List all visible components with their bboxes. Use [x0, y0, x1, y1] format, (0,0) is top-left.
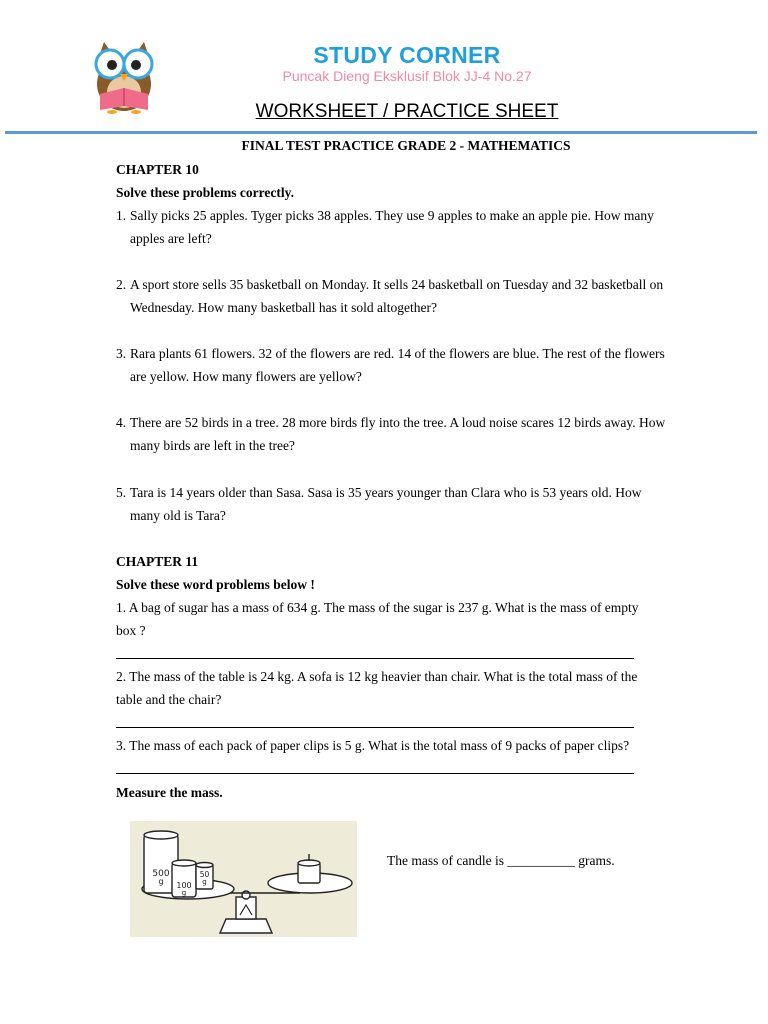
weight-label-100: 100	[176, 881, 192, 890]
problem-number: 1.	[116, 208, 127, 223]
weight-unit-label: g	[202, 878, 207, 886]
brand-name: STUDY CORNER	[313, 42, 501, 68]
problem-number: 5.	[116, 485, 127, 500]
problem-number: 4.	[116, 415, 127, 430]
problem-text: many birds are left in the tree?	[130, 438, 295, 453]
problem-text: Tara is 14 years older than Sasa. Sasa is 35 years younger than Clara who is 53 years old. How	[130, 485, 642, 500]
chapter-10-instruction: Solve these problems correctly.	[116, 185, 294, 200]
weight-unit-label: g	[158, 877, 164, 886]
answer-line[interactable]	[116, 727, 634, 728]
candle-mass-answer[interactable]: The mass of candle is __________ grams.	[387, 853, 615, 868]
weight-label-50: 50	[199, 870, 210, 879]
problem-text: Wednesday. How many basketball has it sold altogether?	[130, 300, 437, 315]
problem-text: 2. The mass of the table is 24 kg. A sofa is 12 kg heavier than chair. What is the total mass of the	[116, 669, 638, 684]
problem-number: 2.	[116, 277, 127, 292]
balance-scale-icon	[130, 821, 357, 937]
problem-number: 3.	[116, 346, 127, 361]
problem-text: box ?	[116, 623, 146, 638]
owl-logo-icon	[86, 36, 162, 114]
problem-text: many old is Tara?	[130, 508, 226, 523]
measure-heading: Measure the mass.	[116, 785, 223, 800]
problem-text: apples are left?	[130, 231, 212, 246]
header-divider	[5, 131, 757, 134]
problem-text: 1. A bag of sugar has a mass of 634 g. The mass of the sugar is 237 g. What is the mass of empty	[116, 600, 639, 615]
chapter-11-instruction: Solve these word problems below !	[116, 577, 315, 592]
problem-text: There are 52 birds in a tree. 28 more birds fly into the tree. A loud noise scares 12 birds away. How	[130, 415, 666, 430]
problem-text: A sport store sells 35 basketball on Monday. It sells 24 basketball on Tuesday and 32 basketball on	[130, 277, 664, 292]
sheet-title: WORKSHEET / PRACTICE SHEET	[255, 101, 559, 122]
answer-line[interactable]	[116, 773, 634, 774]
chapter-11-title: CHAPTER 11	[116, 554, 199, 569]
brand-address: Puncak Dieng Eksklusif Blok JJ-4 No.27	[282, 68, 532, 84]
weight-label-500: 500	[152, 869, 170, 879]
document-heading: FINAL TEST PRACTICE GRADE 2 - MATHEMATICS	[241, 138, 571, 153]
problem-text: 3. The mass of each pack of paper clips is 5 g. What is the total mass of 9 packs of paper clips?	[116, 738, 630, 753]
problem-text: Sally picks 25 apples. Tyger picks 38 apples. They use 9 apples to make an apple pie. How many	[130, 208, 654, 223]
problem-text: table and the chair?	[116, 692, 222, 707]
weight-unit-label: g	[181, 889, 187, 897]
chapter-10-title: CHAPTER 10	[116, 162, 199, 177]
problem-text: Rara plants 61 flowers. 32 of the flowers are red. 14 of the flowers are blue. The rest of the flowers	[130, 346, 665, 361]
problem-text: are yellow. How many flowers are yellow?	[130, 369, 362, 384]
answer-line[interactable]	[116, 658, 634, 659]
balance-scale-figure	[130, 821, 357, 937]
